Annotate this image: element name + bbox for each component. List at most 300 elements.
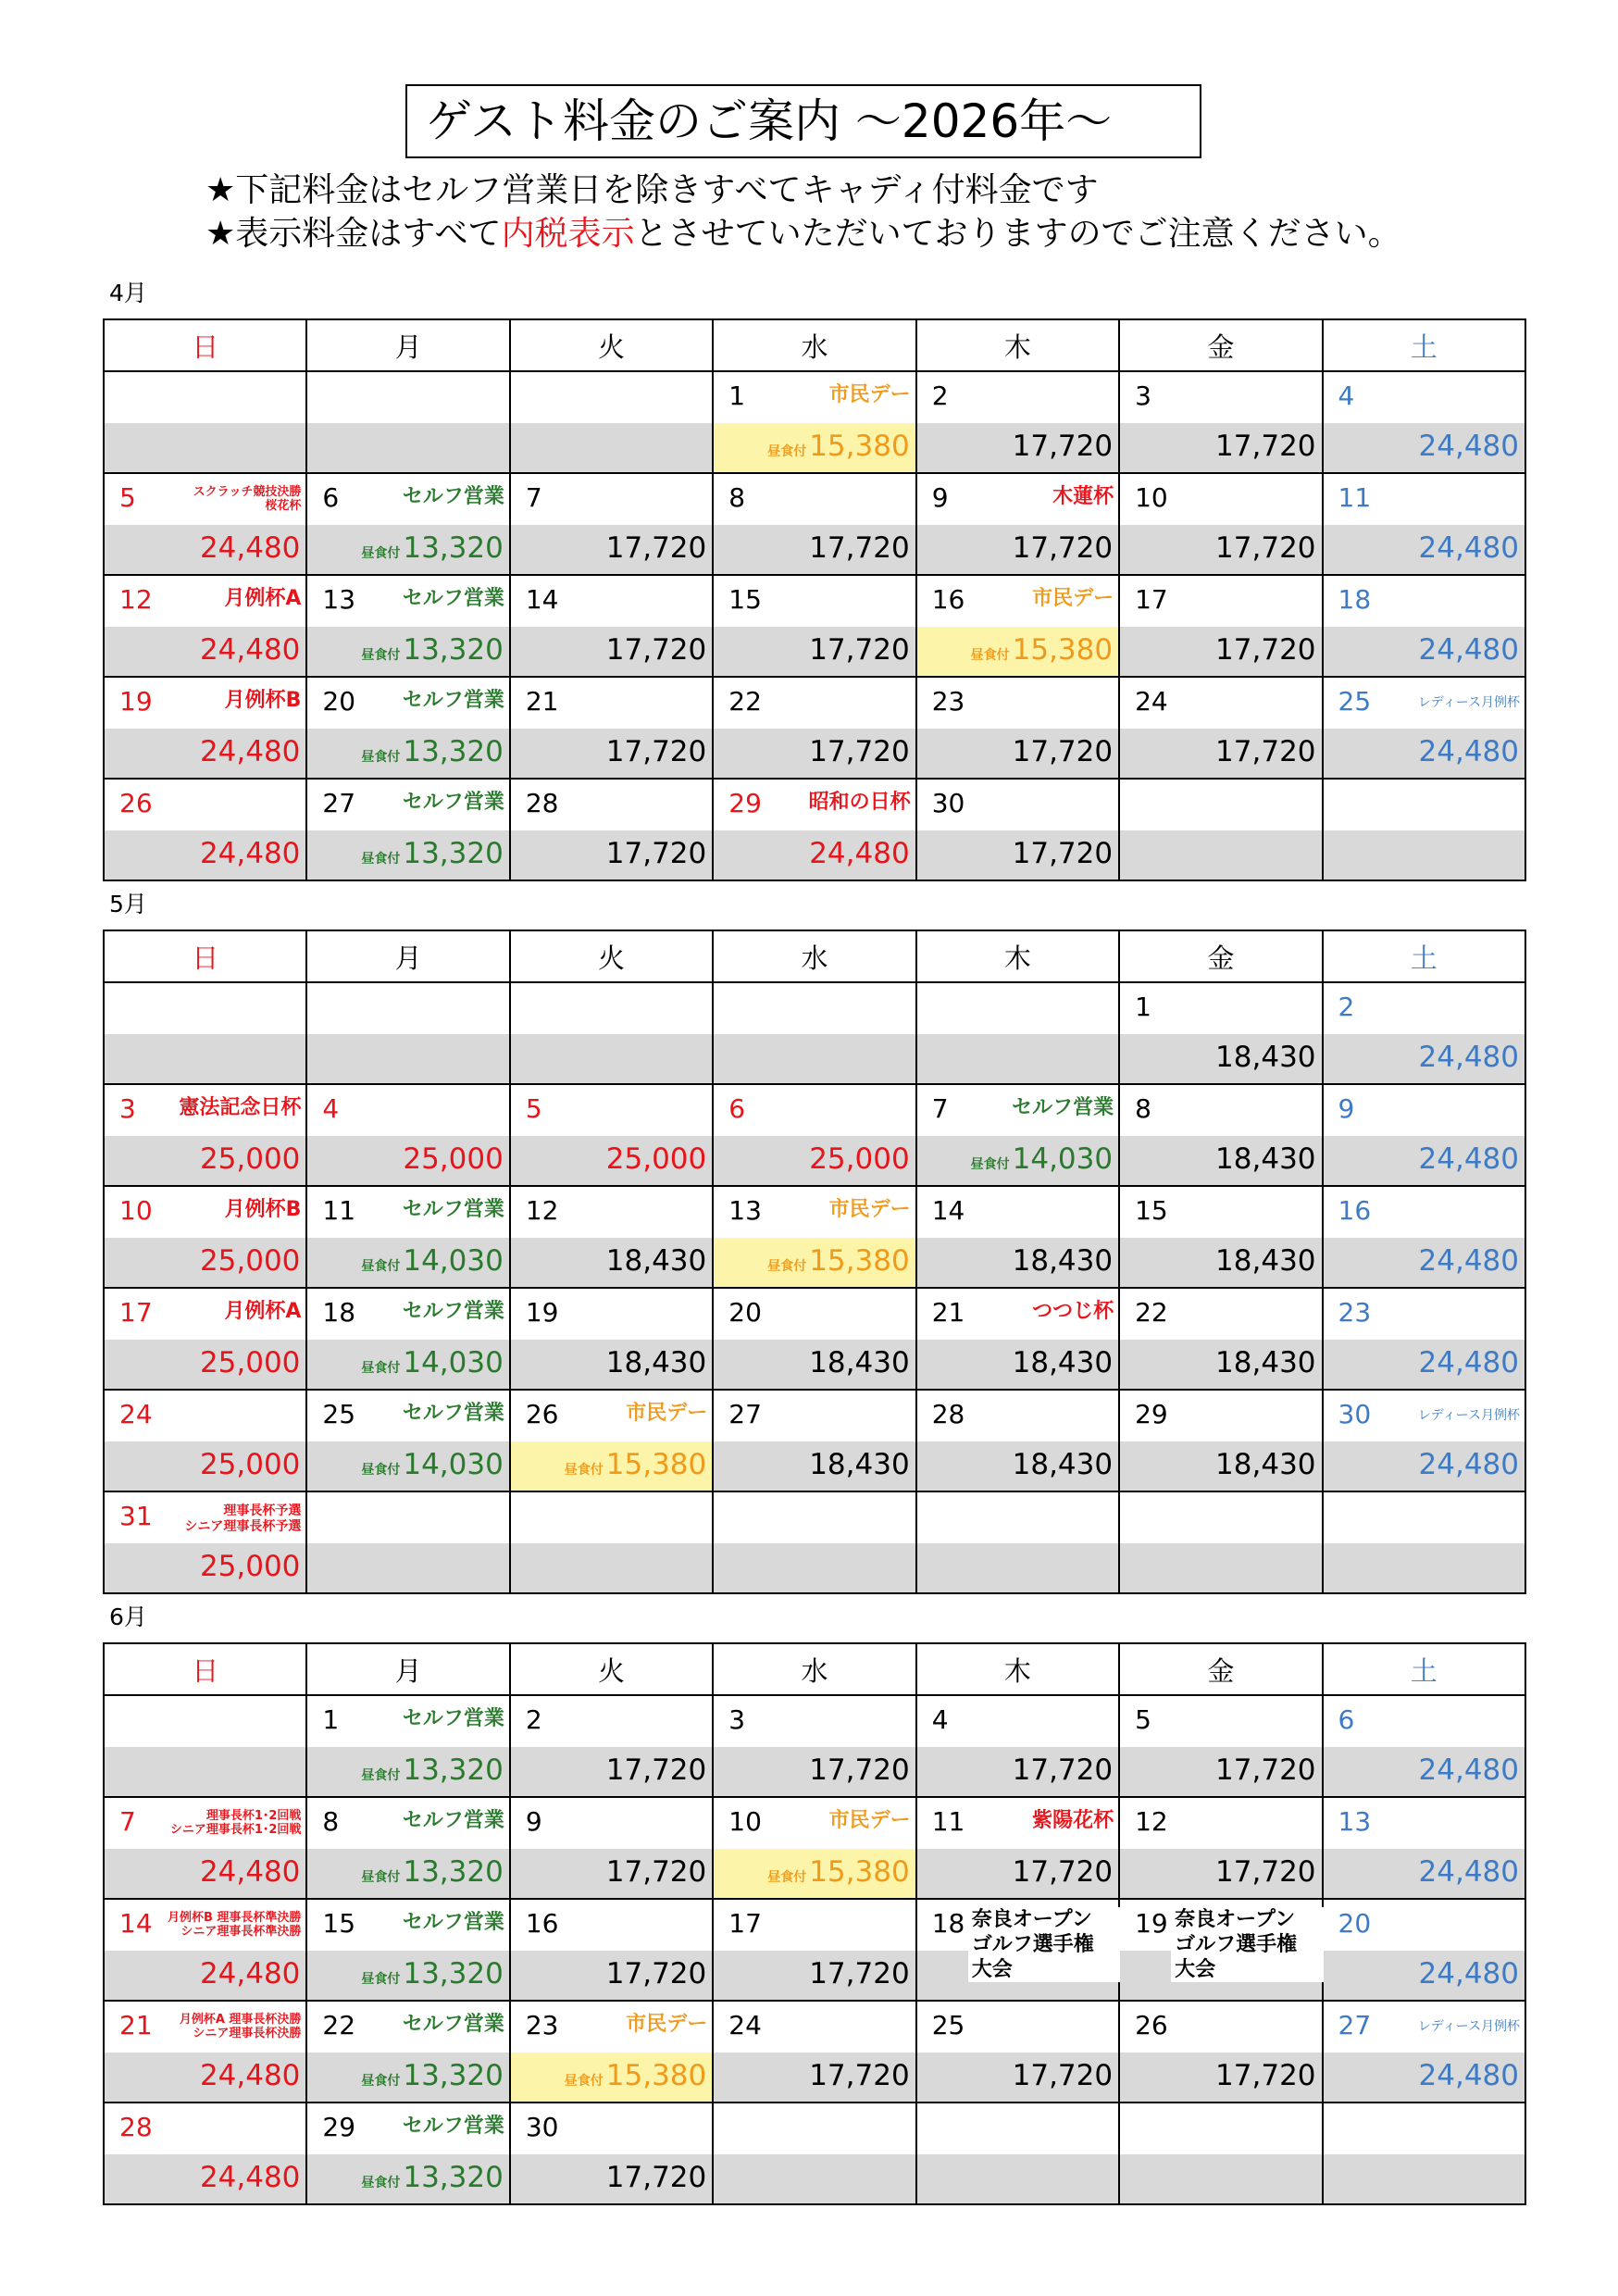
price-value: 15,380 — [809, 1244, 910, 1278]
price — [1419, 1955, 1519, 1992]
day-number: 29 — [728, 788, 762, 818]
price-value: 25,000 — [199, 1244, 301, 1278]
day-number: 16 — [931, 584, 965, 615]
day-cell — [510, 1797, 713, 1899]
day-number: 9 — [525, 1806, 542, 1837]
price-value: 17,720 — [605, 1855, 707, 1889]
price — [1215, 2057, 1315, 2094]
day-number: 12 — [119, 584, 153, 615]
price-prefix: 昼食付 — [361, 750, 401, 765]
day-cell — [510, 575, 713, 677]
price — [1419, 1242, 1519, 1279]
price-prefix: 昼食付 — [361, 2074, 401, 2089]
day-cell — [104, 575, 306, 677]
weekday-header: 金 — [1119, 930, 1322, 982]
event-label: 理事長杯予選 シニア理事長杯予選 — [184, 1504, 302, 1534]
price-value: 17,720 — [1012, 735, 1114, 768]
weekday-header: 木 — [916, 319, 1119, 371]
day-cell — [306, 473, 509, 575]
weekday-header: 日 — [104, 319, 306, 371]
weekday-header: 土 — [1323, 1643, 1525, 1695]
event-label: 理事長杯1･2回戦 シニア理事長杯1･2回戦 — [169, 1809, 302, 1837]
day-cell — [510, 2103, 713, 2204]
price — [200, 835, 300, 872]
price-value: 24,480 — [1418, 1244, 1519, 1278]
day-cell — [306, 2001, 509, 2103]
weekday-header: 土 — [1323, 930, 1525, 982]
price-value: 17,720 — [1012, 2059, 1114, 2092]
price-prefix: 昼食付 — [970, 648, 1010, 663]
event-label: セルフ営業 — [402, 689, 504, 712]
day-cell — [1323, 473, 1525, 575]
empty-cell — [713, 1491, 915, 1593]
price-value: 18,430 — [1012, 1448, 1114, 1481]
price-value: 18,430 — [605, 1244, 707, 1278]
event-label: 市民デー — [828, 383, 911, 406]
event-note: 奈良オープン ゴルフ選手権 大会 — [1171, 1907, 1327, 1982]
price-value: 25,000 — [199, 1448, 301, 1481]
price-value: 17,720 — [809, 2059, 910, 2092]
price-value: 15,380 — [1012, 633, 1114, 667]
day-cell — [1119, 982, 1322, 1084]
price — [200, 1955, 300, 1992]
day-number: 24 — [1135, 686, 1168, 717]
price-value: 17,720 — [605, 531, 707, 565]
price-value: 18,430 — [1012, 1244, 1114, 1278]
price — [1013, 733, 1113, 770]
empty-cell — [306, 371, 509, 473]
day-cell — [1119, 575, 1322, 677]
price-value: 13,320 — [403, 633, 504, 667]
empty-cell — [1119, 779, 1322, 880]
calendar-april — [103, 318, 1526, 881]
fee-note-caddie: ★下記料金はセルフ営業日を除きすべてキャディ付料金です — [205, 171, 1099, 209]
price-value: 14,030 — [403, 1244, 504, 1278]
day-cell — [713, 2001, 915, 2103]
day-cell — [104, 1390, 306, 1491]
weekday-header-row — [104, 1643, 1525, 1695]
day-number: 11 — [1338, 482, 1372, 513]
fee-note-tax-highlight: 内税表示 — [501, 215, 635, 253]
day-cell — [1119, 1084, 1322, 1186]
day-number: 18 — [322, 1297, 356, 1328]
weekday-header: 火 — [510, 319, 713, 371]
day-cell — [510, 2001, 713, 2103]
price-value: 24,480 — [199, 1957, 301, 1990]
price-value: 17,720 — [1012, 1753, 1114, 1787]
price-value: 24,480 — [1418, 531, 1519, 565]
day-number: 3 — [728, 1704, 746, 1735]
day-number: 15 — [1135, 1195, 1168, 1226]
day-number: 5 — [1135, 1704, 1151, 1735]
event-label: セルフ営業 — [402, 1911, 504, 1934]
calendar-may — [103, 930, 1526, 1594]
event-label: 市民デー — [828, 1809, 911, 1832]
day-number: 22 — [322, 2010, 356, 2040]
day-cell — [1119, 1390, 1322, 1491]
price — [1013, 835, 1113, 872]
day-cell — [306, 1186, 509, 1288]
day-number: 5 — [119, 482, 136, 513]
day-number: 10 — [1135, 482, 1168, 513]
price — [200, 1853, 300, 1890]
price — [1215, 530, 1315, 567]
price — [1013, 530, 1113, 567]
week-row — [104, 2103, 1525, 2204]
price-value: 18,430 — [1215, 1244, 1316, 1278]
day-cell — [1323, 1797, 1525, 1899]
day-number: 27 — [728, 1399, 762, 1429]
day-cell — [916, 1288, 1119, 1390]
day-cell — [713, 371, 915, 473]
day-cell — [1119, 1899, 1322, 2001]
weekday-header-row — [104, 930, 1525, 982]
day-cell — [104, 473, 306, 575]
day-cell — [713, 779, 915, 880]
event-label: セルフ営業 — [402, 2115, 504, 2138]
empty-cell — [510, 371, 713, 473]
day-number: 17 — [728, 1908, 762, 1939]
price — [361, 1955, 503, 1998]
price — [606, 733, 706, 770]
week-row — [104, 1186, 1525, 1288]
price-prefix: 昼食付 — [767, 444, 807, 459]
price-value: 24,480 — [199, 2059, 301, 2092]
day-number: 30 — [1338, 1399, 1372, 1429]
weekday-header: 火 — [510, 1643, 713, 1695]
day-cell — [713, 1899, 915, 2001]
price-value: 24,480 — [1418, 1855, 1519, 1889]
day-cell — [713, 1186, 915, 1288]
price-value: 24,480 — [1418, 2059, 1519, 2092]
week-row — [104, 1491, 1525, 1593]
day-number: 22 — [728, 686, 762, 717]
weekday-header: 木 — [916, 1643, 1119, 1695]
empty-cell — [510, 1491, 713, 1593]
day-cell — [713, 1288, 915, 1390]
event-note: 奈良オープン ゴルフ選手権 大会 — [968, 1907, 1125, 1982]
price-value: 24,480 — [1418, 1346, 1519, 1379]
day-number: 8 — [322, 1806, 340, 1837]
day-cell — [713, 1695, 915, 1797]
event-label: セルフ営業 — [402, 2013, 504, 2036]
day-number: 28 — [525, 788, 559, 818]
price — [1419, 631, 1519, 668]
day-cell — [510, 1186, 713, 1288]
day-number: 1 — [728, 381, 746, 411]
day-cell — [1119, 1695, 1322, 1797]
day-number: 2 — [525, 1704, 542, 1735]
event-label: セルフ営業 — [402, 1198, 504, 1221]
price-value: 14,030 — [403, 1448, 504, 1481]
day-number: 6 — [728, 1093, 746, 1124]
price-value: 24,480 — [1418, 1448, 1519, 1481]
price-prefix: 昼食付 — [970, 1157, 1010, 1172]
price — [200, 2057, 300, 2094]
price — [361, 1853, 503, 1896]
day-number: 27 — [322, 788, 356, 818]
empty-cell — [713, 982, 915, 1084]
day-cell — [104, 1797, 306, 1899]
event-label: 月例杯B 理事長杯準決勝 シニア理事長杯準決勝 — [167, 1911, 302, 1939]
day-number: 18 — [931, 1908, 965, 1939]
day-number: 12 — [1135, 1806, 1168, 1837]
day-cell — [306, 1390, 509, 1491]
price — [403, 1141, 503, 1178]
price-value: 17,720 — [605, 1957, 707, 1990]
price — [1215, 428, 1315, 465]
price — [1419, 1446, 1519, 1483]
price-value: 17,720 — [1215, 633, 1316, 667]
day-number: 4 — [931, 1704, 949, 1735]
empty-cell — [104, 371, 306, 473]
day-number: 25 — [931, 2010, 965, 2040]
weekday-header: 水 — [713, 1643, 915, 1695]
price — [361, 1752, 503, 1794]
weekday-header: 月 — [306, 319, 509, 371]
price-value: 17,720 — [809, 1957, 910, 1990]
price — [1419, 1141, 1519, 1178]
price-value: 17,720 — [809, 1753, 910, 1787]
price-value: 24,480 — [199, 2161, 301, 2194]
day-number: 1 — [322, 1704, 340, 1735]
day-cell — [306, 2103, 509, 2204]
empty-cell — [510, 982, 713, 1084]
event-label: セルフ営業 — [402, 1707, 504, 1730]
day-cell — [916, 677, 1119, 779]
week-row — [104, 1695, 1525, 1797]
price — [1419, 530, 1519, 567]
price — [1013, 1344, 1113, 1381]
day-number: 20 — [322, 686, 356, 717]
empty-cell — [1323, 2103, 1525, 2204]
day-cell — [1323, 982, 1525, 1084]
weekday-header-row — [104, 319, 1525, 371]
day-cell — [1323, 1084, 1525, 1186]
fee-note-tax-before: ★表示料金はすべて — [205, 215, 502, 253]
price-value: 17,720 — [605, 1753, 707, 1787]
price-value: 17,720 — [605, 735, 707, 768]
day-cell — [1119, 371, 1322, 473]
price — [361, 1344, 503, 1387]
day-number: 13 — [1338, 1806, 1372, 1837]
day-number: 26 — [1135, 2010, 1168, 2040]
price — [1215, 1752, 1315, 1789]
event-label: セルフ営業 — [402, 791, 504, 814]
day-number: 20 — [728, 1297, 762, 1328]
price-value: 17,720 — [1215, 430, 1316, 463]
price-value: 14,030 — [403, 1346, 504, 1379]
day-cell — [1323, 1390, 1525, 1491]
event-label: セルフ営業 — [402, 1402, 504, 1425]
day-number: 15 — [728, 584, 762, 615]
empty-cell — [1323, 1491, 1525, 1593]
price — [361, 2159, 503, 2202]
fee-note-tax — [205, 215, 1401, 254]
price — [809, 1344, 909, 1381]
day-cell — [1323, 1186, 1525, 1288]
day-number: 17 — [119, 1297, 153, 1328]
day-number: 15 — [322, 1908, 356, 1939]
day-cell — [510, 677, 713, 779]
event-label: 市民デー — [828, 1198, 911, 1221]
price-value: 18,430 — [605, 1346, 707, 1379]
day-number: 6 — [322, 482, 340, 513]
price-value: 17,720 — [1012, 1855, 1114, 1889]
day-number: 16 — [525, 1908, 559, 1939]
price-prefix: 昼食付 — [564, 2074, 604, 2089]
price-value: 24,480 — [1418, 1041, 1519, 1074]
weekday-header: 日 — [104, 1643, 306, 1695]
event-label: 憲法記念日杯 — [179, 1096, 302, 1119]
empty-cell — [713, 2103, 915, 2204]
event-label: セルフ営業 — [402, 587, 504, 610]
day-cell — [306, 1084, 509, 1186]
price — [1419, 1853, 1519, 1890]
price-value: 15,380 — [605, 2059, 707, 2092]
weekday-header: 月 — [306, 930, 509, 982]
event-label: セルフ営業 — [402, 1300, 504, 1323]
day-cell — [713, 575, 915, 677]
price — [361, 1242, 503, 1285]
week-row — [104, 779, 1525, 880]
event-label: セルフ営業 — [402, 1809, 504, 1832]
price-value: 17,720 — [1215, 1855, 1316, 1889]
price — [1419, 428, 1519, 465]
price-value: 13,320 — [403, 837, 504, 870]
day-number: 7 — [119, 1806, 136, 1837]
day-cell — [104, 2103, 306, 2204]
price-value: 18,430 — [1215, 1346, 1316, 1379]
price — [1419, 1752, 1519, 1789]
day-number: 21 — [119, 2010, 153, 2040]
price — [1419, 733, 1519, 770]
price — [606, 530, 706, 567]
week-row — [104, 1390, 1525, 1491]
day-cell — [1323, 1899, 1525, 2001]
day-number: 22 — [1135, 1297, 1168, 1328]
price — [809, 1955, 909, 1992]
price-value: 17,720 — [809, 531, 910, 565]
week-row — [104, 371, 1525, 473]
day-cell — [916, 1084, 1119, 1186]
event-label: 木蓮杯 — [1052, 485, 1114, 508]
price — [200, 1242, 300, 1279]
price — [1013, 1242, 1113, 1279]
price-value: 15,380 — [605, 1448, 707, 1481]
price — [200, 631, 300, 668]
price — [606, 2159, 706, 2196]
day-cell — [510, 1695, 713, 1797]
price — [767, 1853, 909, 1896]
price-value: 15,380 — [809, 430, 910, 463]
day-cell — [306, 1899, 509, 2001]
day-cell — [916, 1186, 1119, 1288]
price-value: 15,380 — [809, 1855, 910, 1889]
month-label-june: 6月 — [109, 1603, 147, 1630]
price-prefix: 昼食付 — [361, 1972, 401, 1987]
day-cell — [306, 1288, 509, 1390]
week-row — [104, 1899, 1525, 2001]
day-number: 23 — [931, 686, 965, 717]
day-number: 17 — [1135, 584, 1168, 615]
month-label-april: 4月 — [109, 280, 147, 306]
day-number: 21 — [525, 686, 559, 717]
event-label: 月例杯A — [224, 587, 302, 610]
empty-cell — [104, 1695, 306, 1797]
day-number: 9 — [931, 482, 949, 513]
price-value: 18,430 — [1012, 1346, 1114, 1379]
price-value: 17,720 — [809, 735, 910, 768]
price-value: 18,430 — [1215, 1041, 1316, 1074]
price-value: 17,720 — [1215, 2059, 1316, 2092]
day-number: 19 — [1135, 1908, 1168, 1939]
day-cell — [713, 1390, 915, 1491]
price-value: 17,720 — [1012, 531, 1114, 565]
day-cell — [916, 2001, 1119, 2103]
event-label: 月例杯A — [224, 1300, 302, 1323]
price-prefix: 昼食付 — [361, 1259, 401, 1274]
price-prefix: 昼食付 — [361, 1768, 401, 1783]
day-number: 13 — [322, 584, 356, 615]
price — [565, 2057, 706, 2100]
price — [361, 1446, 503, 1489]
price — [767, 1242, 909, 1285]
price — [361, 631, 503, 674]
day-cell — [510, 473, 713, 575]
weekday-header: 水 — [713, 319, 915, 371]
empty-cell — [916, 1491, 1119, 1593]
price — [200, 530, 300, 567]
event-label: セルフ営業 — [402, 485, 504, 508]
price — [361, 733, 503, 776]
day-number: 19 — [525, 1297, 559, 1328]
price-value: 25,000 — [809, 1142, 910, 1176]
day-number: 25 — [322, 1399, 356, 1429]
price-value: 13,320 — [403, 2059, 504, 2092]
day-cell — [916, 779, 1119, 880]
price — [1419, 2057, 1519, 2094]
price — [1215, 1039, 1315, 1076]
day-number: 7 — [525, 482, 542, 513]
day-number: 13 — [728, 1195, 762, 1226]
price — [767, 428, 909, 470]
day-cell — [1119, 1797, 1322, 1899]
day-number: 31 — [119, 1501, 153, 1531]
price — [606, 1853, 706, 1890]
price-prefix: 昼食付 — [361, 1870, 401, 1885]
price — [809, 2057, 909, 2094]
day-cell — [104, 2001, 306, 2103]
price — [200, 2159, 300, 2196]
price — [606, 1752, 706, 1789]
price-prefix: 昼食付 — [361, 2176, 401, 2190]
week-row — [104, 1797, 1525, 1899]
day-number: 9 — [1338, 1093, 1355, 1124]
day-number: 4 — [322, 1093, 340, 1124]
day-number: 29 — [1135, 1399, 1168, 1429]
price — [1215, 1141, 1315, 1178]
price — [1013, 1752, 1113, 1789]
price-prefix: 昼食付 — [361, 1463, 401, 1478]
day-number: 24 — [728, 2010, 762, 2040]
empty-cell — [1119, 2103, 1322, 2204]
price — [200, 733, 300, 770]
price — [809, 530, 909, 567]
day-cell — [306, 575, 509, 677]
price-value: 17,720 — [1012, 430, 1114, 463]
price-value: 24,480 — [1418, 430, 1519, 463]
